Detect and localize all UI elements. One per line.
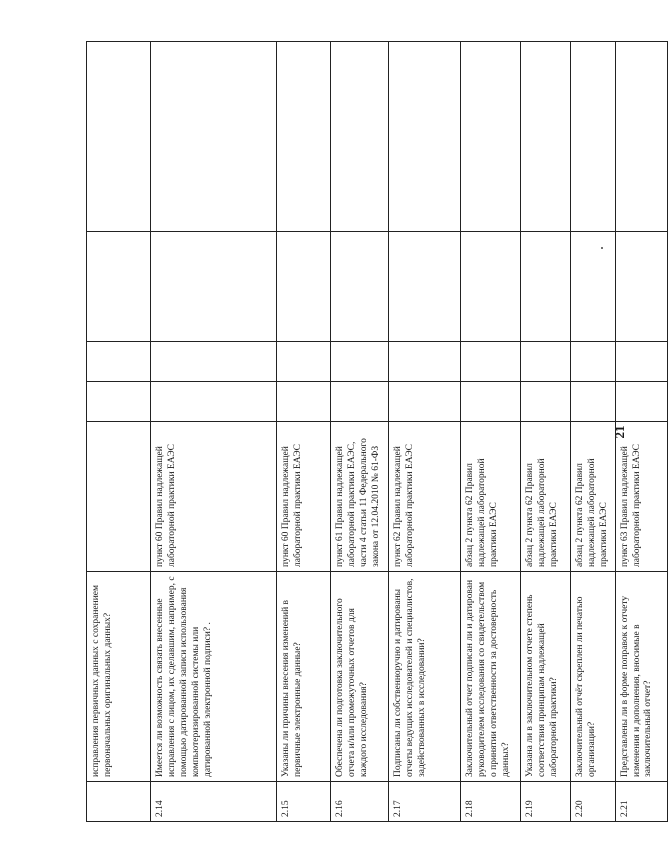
notes-cell: [521, 42, 571, 232]
table-row: [521, 42, 571, 822]
table-row: [277, 42, 331, 822]
answer-yes-cell: [615, 382, 667, 422]
reference-cell: пункт 63 Правил надлежащей лабораторной практики ЕАЭС: [615, 422, 667, 572]
notes-cell: [331, 42, 389, 232]
reference-cell: пункт 62 Правил надлежащей лабораторной практики ЕАЭС: [389, 422, 461, 572]
question-cell: Обеспечена ли подготовка заключительного отчета и/или промежуточных отчетов для каждого исследования?: [331, 572, 389, 782]
answer-no-cell: [87, 342, 151, 382]
answer-yes-cell: [389, 382, 461, 422]
reference-cell: абзац 2 пункта 62 Правил надлежащей лабораторной практики ЕАЭС: [461, 422, 521, 572]
table-row: [571, 42, 616, 822]
answer-no-cell: [615, 342, 667, 382]
page-number: 21: [612, 425, 627, 439]
table-row: [87, 42, 151, 822]
not-applicable-cell: [521, 232, 571, 342]
reference-cell: абзац 2 пункта 62 Правил надлежащей лабораторной практики ЕАЭС: [521, 422, 571, 572]
answer-no-cell: [389, 342, 461, 382]
checklist-table: [86, 41, 668, 822]
question-cell: исправления первичных данных с сохранением первоначальных оригинальных данных?: [87, 572, 151, 782]
answer-yes-cell: [461, 382, 521, 422]
row-number-cell: 2.14: [151, 782, 277, 822]
not-applicable-cell: [151, 232, 277, 342]
table-body: [87, 42, 668, 822]
notes-cell: [151, 42, 277, 232]
not-applicable-cell: [277, 232, 331, 342]
table-row: [461, 42, 521, 822]
rotated-page-content: [86, 42, 654, 822]
stray-mark: [601, 247, 603, 249]
row-number-cell: 2.20: [571, 782, 616, 822]
row-number-cell: 2.21: [615, 782, 667, 822]
reference-cell: пункт 61 Правил надлежащей лабораторной практики ЕАЭС, части 4 статьи 11 Федерального закона от 12.04.2010 № 61-ФЗ: [331, 422, 389, 572]
question-cell: Заключительный отчёт скреплен ли печатью организации?: [571, 572, 616, 782]
question-cell: Представлены ли в форме поправок к отчету изменения и дополнения, вносимые в заключительный отчет?: [615, 572, 667, 782]
reference-cell: пункт 60 Правил надлежащей лабораторной практики ЕАЭС: [277, 422, 331, 572]
reference-cell: абзац 2 пункта 62 Правил надлежащей лабораторной практики ЕАЭС: [571, 422, 616, 572]
answer-yes-cell: [331, 382, 389, 422]
question-cell: Указана ли в заключительном отчете степень соответствия принципам надлежащей лабораторной практики?: [521, 572, 571, 782]
answer-yes-cell: [277, 382, 331, 422]
answer-no-cell: [571, 342, 616, 382]
table-row: [151, 42, 277, 822]
answer-yes-cell: [87, 382, 151, 422]
table-row: [331, 42, 389, 822]
notes-cell: [461, 42, 521, 232]
row-number-cell: 2.15: [277, 782, 331, 822]
table-row: [615, 42, 667, 822]
answer-yes-cell: [571, 382, 616, 422]
not-applicable-cell: [571, 232, 616, 342]
not-applicable-cell: [87, 232, 151, 342]
answer-no-cell: [151, 342, 277, 382]
answer-yes-cell: [151, 382, 277, 422]
notes-cell: [87, 42, 151, 232]
question-cell: Имеется ли возможность связать внесенные исправления с лицом, их сделавшим, например, с помощью датированной записи использования компьютеризированной системы или датированной электронной подписи? .: [151, 572, 277, 782]
answer-no-cell: [461, 342, 521, 382]
notes-cell: [389, 42, 461, 232]
row-number-cell: 2.17: [389, 782, 461, 822]
row-number-cell: 2.19: [521, 782, 571, 822]
answer-no-cell: [521, 342, 571, 382]
notes-cell: [277, 42, 331, 232]
not-applicable-cell: [331, 232, 389, 342]
answer-yes-cell: [521, 382, 571, 422]
notes-cell: [615, 42, 667, 232]
answer-no-cell: [331, 342, 389, 382]
reference-cell: [87, 422, 151, 572]
not-applicable-cell: [615, 232, 667, 342]
question-cell: Указаны ли причины внесения изменений в первичные электронные данные?: [277, 572, 331, 782]
reference-cell: пункт 60 Правил надлежащей лабораторной практики ЕАЭС: [151, 422, 277, 572]
row-number-cell: 2.18: [461, 782, 521, 822]
row-number-cell: 2.16: [331, 782, 389, 822]
table-row: [389, 42, 461, 822]
question-cell: Подписаны ли собственноручно и датированы отчеты ведущих исследователей и специалистов, задействованных в исследовании?: [389, 572, 461, 782]
row-number-cell: [87, 782, 151, 822]
not-applicable-cell: [389, 232, 461, 342]
question-cell: Заключительный отчет подписан ли и датирован руководителем исследования со свидетельством о принятии ответственности за достоверность данных?: [461, 572, 521, 782]
not-applicable-cell: [461, 232, 521, 342]
answer-no-cell: [277, 342, 331, 382]
notes-cell: [571, 42, 616, 232]
